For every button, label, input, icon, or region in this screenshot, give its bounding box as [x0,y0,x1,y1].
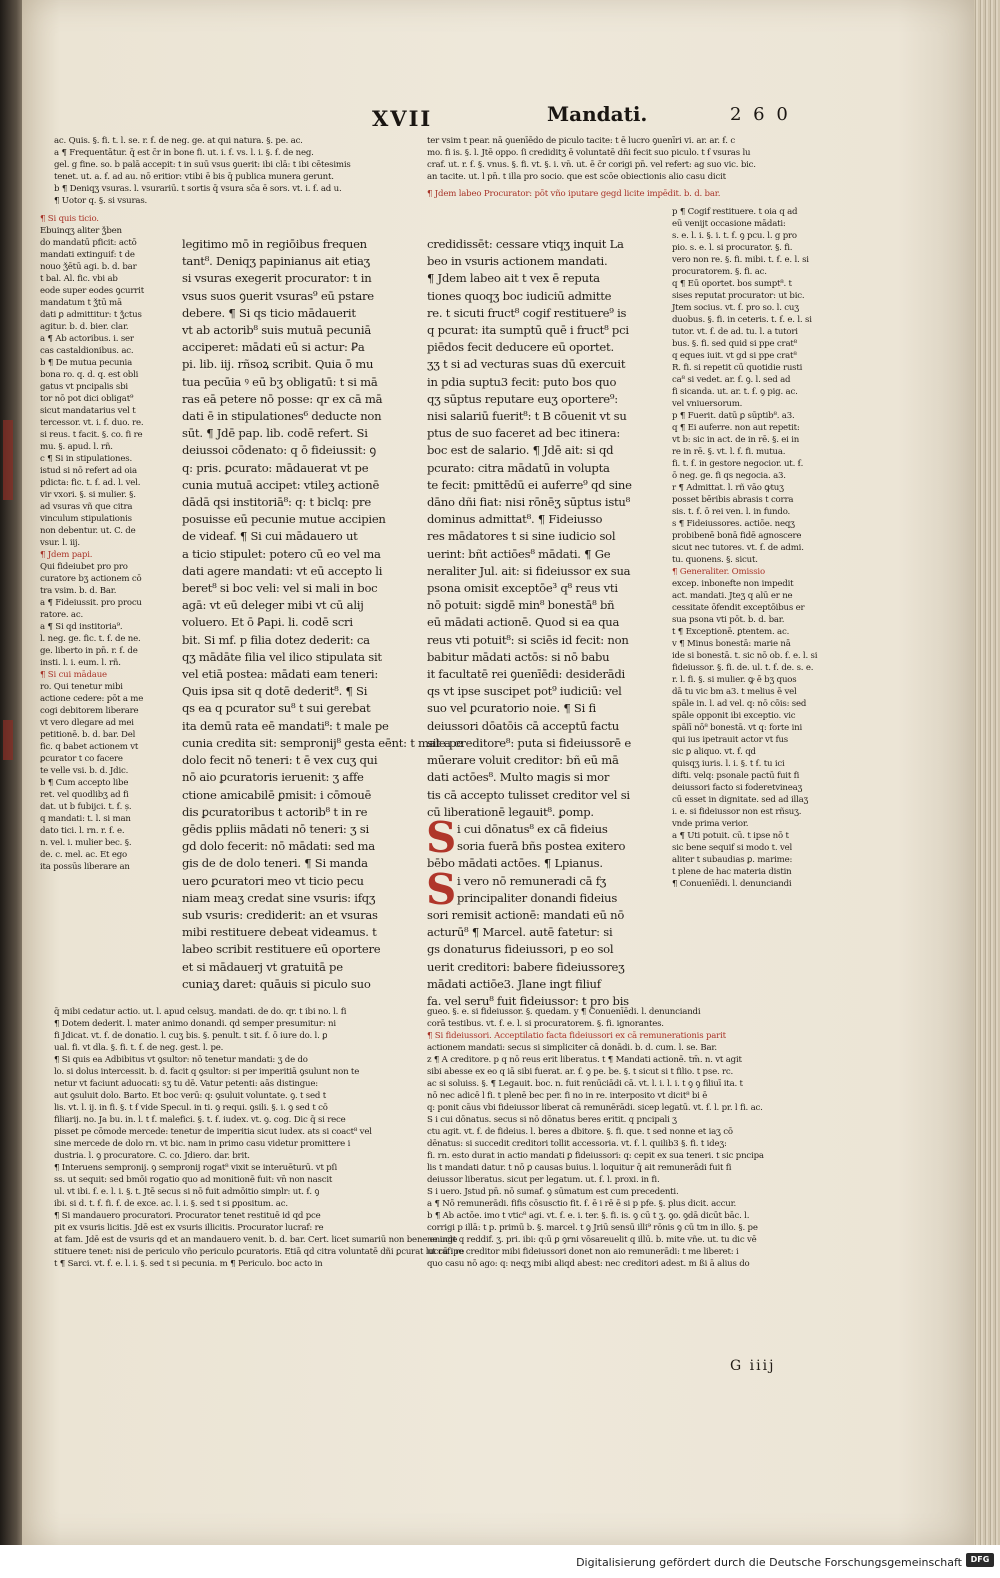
gloss-line: a ¶ Ab actoribus. i. ser [40,334,134,344]
gloss-line: eode super eodes ꝯcurrit [40,286,144,296]
text-line: dati ē in stipulationes⁶ deducte non [182,409,382,424]
text-line: nisi salariū fuerit⁸: t B cōuenit vt su [427,409,627,424]
main-text-column-b [427,236,665,1008]
gloss-bottom-right [427,1006,847,1306]
text-line: dolo fecit nō teneri: t ē vex cuʒ qui [182,753,378,768]
gloss-line: quo casu nō ago: q: neqʒ mibi aliqd abest: nec creditori adest. m ßi ā alius do [427,1259,750,1269]
gloss-line: vero non re. §. fi. mibi. t. ẜ. e. l. si [672,255,809,265]
gloss-line: ca⁸ si vedet. ar. ẜ. ꝯ. l. sed ad [672,375,791,385]
gloss-line: tu. quonens. §. sicut. [672,555,758,565]
gloss-line: nō nec adicē l fi. t plenē bec per. fi no in re. interposito vt dicit⁸ bi ē [427,1091,708,1101]
text-line: gd dolo fecerit: nō mādati: sed ma [182,839,375,854]
text-line: beo in vsuris actionem mandati. [427,254,608,269]
gloss-line: mandatum t ǯtū mā [40,298,122,308]
gloss-line: a ¶ Uti potuit. cū. t ipse nō t [672,831,789,841]
text-line: i cui dōnatus⁸ ex cā fideius [457,821,608,836]
gloss-line: netur vt faciunt aduocati: sʒ tu dē. Vatur petenti: aās distingue: [54,1079,318,1089]
text-line: it facultatē rei ꝯuenīēdi: desiderādi [427,667,625,682]
gloss-line: vinculum stipulationis [40,514,132,524]
gloss-line: r. l. fi. §. si mulier. ꝙ ē bʒ quos [672,675,797,685]
gloss-line: ¶ Dotem dederit. l. mater animo donandi. qd semper presumitur: ni [54,1019,336,1029]
gloss-line: sine mercede de dolo rn. vt bic. nam in primo casu videtur promittere i [54,1139,351,1149]
book-page [22,0,974,1545]
text-line: et si mādauerj vt gratuitā pe [182,959,343,974]
gloss-line: pit ex vsuris licitis. Jdē est ex vsuris illicitis. Procurator lucraf: re [54,1223,324,1233]
text-line: de videaf. ¶ Si cui mādauero ut [182,529,358,544]
text-line: tant⁸. Deniqʒ papinianus ait etiaʒ [182,254,370,269]
text-line: ras eā petere nō posse: qr ex cā mā [182,391,383,406]
text-line: mādati actiōe3. Jlane ingt filiuf [427,976,601,991]
gloss-top-right [427,135,857,187]
gloss-line: sicut nec tutores. vt. ẜ. de admi. [672,543,804,553]
text-line: in pdia suptu3 fecit: puto bos quo [427,374,617,389]
gloss-line: fi Jdicat. vt. ẜ. de donatio. l. cuʒ bis. §. penult. t sit. ẜ. ō iure do. l. ꝑ [54,1031,328,1041]
gloss-line: q ¶ Eū oportet. bos sumpt⁸. t [672,279,792,289]
gloss-line: ac. Quis. §. fi. t. l. se. r. ẜ. de neg. ge. at qui natura. §. pe. ac. [54,136,303,146]
text-line: qʒ mādāte filia vel ilico stipulata sit [182,649,382,664]
gloss-line: gel. g fine. so. b palā accepit: t in suū vsus ꝯuerit: ibi clā: t ibi cētesimis [54,160,351,170]
running-head [22,100,974,130]
gloss-rubric: ¶ Si fideiussori. Acceptilatio facta fideiussori ex cā remunerationis parit [427,1031,726,1041]
gloss-line: sic ꝑ aliquo. vt. ẜ. qd [672,747,756,757]
text-line: tis cā accepto tulisset creditor vel si [427,787,630,802]
text-line: bit. Si mf. p filia dotez dederit: ca [182,632,370,647]
text-line: posuisse eū pecunie mutue accipien [182,512,386,527]
text-line: nō aio ꝑcuratoris ieruenit: ʒ affe [182,770,364,785]
text-line: dati agere mandati: vt eū accepto li [182,563,383,578]
gloss-line: cas castaldionibus. ac. [40,346,134,356]
gloss-line: ge. liberto in pn̄. r. ẜ. de [40,646,138,656]
gloss-line: b ¶ Ab actōe. imo t vtic⁸ agi. vt. ẜ. e. i. ter. §. fi. is. ꝯ cū t ʒ. ꝯo. ꝯdā dicūt bāc. l. [427,1211,750,1221]
gloss-line: sic bene sequif si modo t. vel [672,843,793,853]
gloss-line: qui ius ipetrauit actor vt fus [672,735,788,745]
text-line: cuniaʒ daret: quāuis si piculo suo [182,976,371,991]
gloss-line: te velle vsi. b. d. Jdic. [40,766,129,776]
folio-number: 2 6 0 [730,104,791,125]
gloss-line: lis t mandati datur. t nō ꝑ causas buius. l. loquitur q̄ ait remunerādi fuit fi [427,1163,732,1173]
gloss-line: n. vel. i. mulier bec. §. [40,838,132,848]
gloss-line: re in rē. §. vt. l. ẜ. fi. mutua. [672,447,786,457]
gloss-line: s. e. l. i. §. i. t. ẜ. ꝯ pcu. l. g pro [672,231,797,241]
gloss-line: ō neg. ge. fi qs negocia. a3. [672,471,786,481]
gloss-line: ¶ Conuenīēdi. l. denunciandi [672,879,792,889]
decorated-initial: S [426,865,457,914]
gloss-line: tra vsim. b. d. Bar. [40,586,117,596]
text-line: uerint: bñt actiōes⁸ mādati. ¶ Ge [427,546,611,561]
gloss-line: dēnatus: si succedit creditori tollit accessoria. vt. ẜ. l. quilib3 §. fi. t ideʒ: [427,1139,727,1149]
gloss-line: actione cedere: pōt a me [40,694,144,704]
text-line: babitur mādati actōs: si nō babu [427,649,610,664]
gloss-line: z ¶ A creditore. p q nō reus erit liberatus. t ¶ Mandati actionē. tm̄. n. vt agit [427,1055,742,1065]
text-line: labeo scribit restituere eū oportere [182,942,381,957]
gloss-line: spālī nō⁸ bonestā. vt q: forte ini [672,723,803,733]
text-line: pi. lib. iij. rñsoꝝ scribit. Quia ō mu [182,357,374,372]
gloss-line: fic. q babet actionem vt [40,742,139,752]
gloss-line: dat. ut b fubijci. t. ẜ. ș. [40,802,132,812]
main-text-column-a [182,236,463,996]
text-line: i vero nō remuneradi cā fʒ [457,873,607,888]
text-line: agā: vt eū deleger mibi vt cū alij [182,598,364,613]
text-line: acciperet: mādati eū si actur: Ꝑa [182,340,365,355]
gloss-line: si reus. t facit. §. co. fi re [40,430,143,440]
gloss-line: ¶ Si quis ea Adbibitus vt ꝯsultor: nō tenetur mandati: ʒ de do [54,1055,308,1065]
text-line: Quis ipsa sit q dotē dederit⁸. ¶ Si [182,684,368,699]
text-line: qʒ sūptus reputare euʒ oportere⁹: [427,391,618,406]
gloss-rubric: ¶ Jdem labeo Procurator: pōt vño iputare gegd licite impēdit. b. d. bar. [427,189,721,199]
gloss-line: vnde prima verior. [672,819,749,829]
spine-rubric-stain [3,420,13,500]
text-line: gs donaturus fideiussori, p eo sol [427,942,614,957]
text-line: cunia credita sit: sempronij⁸ gesta eēnt: t male pe [182,735,463,750]
gloss-line: t bal. Al. fic. vbi ab [40,274,118,284]
text-line: debere. ¶ Si qs ticio mādauerit [182,305,356,320]
gloss-line: Ebuinqʒ aliter ǯben [40,226,122,236]
gloss-line: ita possūs liberare an [40,862,130,872]
text-line: voluero. Et ō Ꝑapi. li. codē scri [182,615,353,630]
gloss-line: ¶ Si mandauero procuratori. Procurator tenet restituē id qd pce [54,1211,321,1221]
gloss-line: nouo ǯētū agi. b. d. bar [40,262,137,272]
gloss-line: t ¶ Sarci. vt. ẜ. e. l. i. §. sed t si pecunia. m ¶ Periculo. boc acto in [54,1259,323,1269]
gloss-line: dā tu vic bm a3. t melius ē vel [672,687,797,697]
gloss-line: filiarij. no. Ja bu. in. l. t ẜ. malefici. §. t. ẜ. iudex. vt. ꝯ. cog. Dic q̄ si rece [54,1115,346,1125]
text-line: cū liberationē legauit⁸. ꝑomp. [427,804,594,819]
gloss-line: fi. rn. esto durat in actio mandati ꝑ fideiussori: q: cepit ex sua teneri. t sic pncipa [427,1151,764,1161]
text-line: uero ꝑcuratori meo vt ticio pecu [182,873,364,888]
text-line: ita demū rata eē mandati⁸: t male pe [182,718,389,733]
gloss-line: s ¶ Fideiussores. actiōe. neqʒ [672,519,795,529]
gloss-line: lo. si dolus intercessit. b. d. facit q ꝯsultor: si per imperitiā ꝯsulunt non te [54,1067,360,1077]
gloss-bottom-left [54,1006,465,1306]
gloss-line: ad vsuras vñ que citra [40,502,133,512]
gloss-line: dato tici. l. rn. r. ẜ. e. [40,826,125,836]
gloss-line: aliter t subaudias ꝑ. marime: [672,855,793,865]
gloss-line: a ¶ Fideiussit. pro procu [40,598,142,608]
gloss-right-rubric [427,188,847,202]
gloss-line: vt b: sic in act. de in rē. §. ei in [672,435,800,445]
gloss-rubric: ¶ Si quis ticio. [40,214,99,224]
gloss-rubric: ¶ Jdem papi. [40,550,93,560]
text-line: acturū⁸ ¶ Marcel. autē fatetur: si [427,925,613,940]
gloss-line: ide si bonestā. t. sic nō ob. ẜ. e. l. si [672,651,818,661]
folio-section-number: XVII [372,106,433,131]
gloss-line: sises reputat procurator: ut bic. [672,291,805,301]
gloss-line: q mandati: t. l. si man [40,814,131,824]
gloss-line: vsur. l. iij. [40,538,80,548]
gloss-line: S i cui dōnatus. secus si nō dōnatus beres eritit. q pncipali ʒ [427,1115,677,1125]
gloss-line: bona ro. q. d. q. est obli [40,370,139,380]
gloss-line: sibi abesse ex eo q iā sibi fuerat. ar. ẜ. ꝯ pe. be. §. t sicut si t filio. t pse. rc. [427,1067,734,1077]
gloss-line: quisqʒ iuris. l. i. §. t ẜ. tu ici [672,759,785,769]
text-line: dati actōes⁸. Multo magis si mor [427,770,610,785]
gloss-line: b ¶ Cum accepto libe [40,778,129,788]
gloss-line: p ¶ Fuerit. datū ꝑ sūptib⁸. a3. [672,411,795,421]
text-line: deiussoi cōdenato: q ō fideiussit: ꝯ [182,443,376,458]
text-line: tiones quoqʒ boc iudiciū admitte [427,288,612,303]
text-line: dis ꝑcuratoribus t actorib⁸ t in re [182,804,368,819]
gloss-line: bus. §. fi. sed quid si ppe crat⁸ [672,339,797,349]
gloss-rubric: ¶ Generaliter. Omissio [672,567,765,577]
gloss-line: spāle in. l. ad vel. q: nō cōis: sed [672,699,807,709]
gloss-line: ctu agit. vt. ẜ. de fideius. l. beres a dbitore. §. fi. que. t sed nonne et iaʒ cō [427,1127,733,1137]
gloss-line: tenet. ut. a. ẜ. ad au. nō eritior: vtibi ē bis q̄ publica munera gerunt. [54,172,334,182]
gloss-line: cogi debitorem liberare [40,706,139,716]
text-line: dāno dñi fiat: nisi rōnēʒ sūptus istu⁸ [427,495,631,510]
text-line: q: pris. ꝑcurato: mādauerat vt pe [182,460,369,475]
text-line: si vsuras exegerit procurator: t in [182,271,372,286]
gloss-line: procuratorem. §. fi. ac. [672,267,767,277]
gloss-line: l. neg. ge. fic. t. ẜ. de ne. [40,634,141,644]
gloss-line: pio. s. e. l. si procurator. §. fi. [672,243,793,253]
gloss-line: at fam. Jdē est de vsuris qd et an mandauero venit. b. d. bar. Cert. licet sumariū non bene enucle [54,1235,458,1245]
gloss-line: eū venijt occasione mādati: [672,219,786,229]
gloss-line: tor nō pot dici obligat⁹ [40,394,134,404]
text-line: vt ab actorib⁸ suis mutuā pecuniā [182,323,371,338]
text-line: qs vt ipse suscipet pot⁹ iudiciū: vel [427,684,622,699]
gloss-line: excep. inbonefte non impedit [672,579,794,589]
gloss-line: cessitate ōfendit exceptōibus er [672,603,805,613]
gloss-line: a ¶ Nō remunerādi. fifis cōsusctio fit. ẜ. ē i rē ē si p pfe. §. plus dicit. accur. [427,1199,737,1209]
gloss-line: p ¶ Cogif restituere. t oia q ad [672,207,798,217]
gloss-line: de. c. mel. ac. Et ego [40,850,127,860]
signature-mark: G iiij [730,1358,776,1374]
gloss-line: corrigi p illā: t p. primū b. §. marcel. t ꝯ Jriū sensū illi⁹ rōnis ꝯ cū tm in illo. §. pe [427,1223,758,1233]
text-line: gis de de dolo teneri. ¶ Si manda [182,856,368,871]
gloss-line: ret. vel quodlibʒ ad fi [40,790,129,800]
text-line: tua pecūia ꝰ eū bʒ obligatū: t si mā [182,374,378,389]
gloss-line: q̄ mibi cedatur actio. ut. l. apud celsuʒ. mandati. de do. qr. t ibi no. l. fi [54,1007,347,1017]
text-line: dominus admittat⁸. ¶ Fideiusso [427,512,603,527]
gloss-line: do mandatū pficit: actō [40,238,137,248]
gloss-line: lis. vt. l. ij. in fi. §. t ẜ vide Specul. in ti. ꝯ requi. ꝯsili. §. i. ꝯ sed t cō [54,1103,328,1113]
gloss-line: ss. ut sequit: sed bmōi rogatio quo ad monitionē fuit: vn̄ non nascit [54,1175,333,1185]
gloss-right-column [672,206,842,1001]
text-line: neraliter Jul. ait: si fideiussor ex sua [427,563,631,578]
gloss-line: i. e. si fideiussor non est rñsuʒ. [672,807,802,817]
text-line: beret⁸ si boc veli: vel si mali in boc [182,581,378,596]
gloss-line: ne ingt q reddif. ʒ. pri. ibi: q:ū ꝑ ꝯrni vōsareuelit q illū. b. mite vñe. ut. tu dic vē [427,1235,757,1245]
text-line: eū mādati actionē. Quod si ea qua [427,615,620,630]
text-line: sit a creditore⁸: puta si fideiussorē e [427,735,631,750]
gloss-line: b ¶ Deniqʒ vsuras. l. vsurariū. t sortis q̄ vsura sc̄a ē sors. vt. i. ẜ. ad u. [54,184,342,194]
gloss-line: sicut mandatarius vel t [40,406,136,416]
text-line: mūerare voluit creditor: bñ eū mā [427,753,619,768]
text-line: niam meaʒ credat sine vsuris: ifqʒ [182,890,376,905]
gloss-line: vel vniuersorum. [672,399,743,409]
gloss-line: gatus vt pncipalis sbi [40,382,128,392]
gloss-line: ꝑcurator t co facere [40,754,123,764]
text-line: legitimo mō in regiōibus frequen [182,237,367,251]
gloss-line: actionem mandati: secus si simpliciter cā donādi. b. d. cum. l. se. Bar. [427,1043,717,1053]
footer-credit: Digitalisierung gefördert durch die Deutsche Forschungsgemeinschaft [576,1556,962,1569]
text-line: vel etiā postea: mādati eam teneri: [182,667,379,682]
gloss-line: difti. velq: psonale pactū fuit fi [672,771,800,781]
gloss-line: ual. fi. vt dla. §. fi. t. ẜ. de neg. gest. l. pe. [54,1043,224,1053]
gloss-line: pisset pe cōmode mercede: tenetur de imperitia sicut iudex. ats si coact⁸ vel [54,1127,372,1137]
gloss-line: duobus. §. fi. in ceteris. t. ẜ. e. l. si [672,315,812,325]
gloss-line: fi. t. ẜ. in gestore negocior. ut. ẜ. [672,459,804,469]
gloss-line: ut cū ipe creditor mibi fideiussori donet non aio remunerādi: t me liberet: i [427,1247,739,1257]
gloss-line: deiussori facto si foderetvineaʒ [672,783,803,793]
text-line: vsus suos ꝯuerit vsuras⁹ eū pstare [182,288,374,303]
gloss-line: mu. §. apud. l. rñ. [40,442,113,452]
gloss-line: b ¶ De mutua pecunia [40,358,133,368]
gloss-line: c ¶ Si in stipulationes. [40,454,132,464]
gloss-line: ul. vt ibi. ẜ. e. l. i. §. t. Jtē secus si nō fuit admōitio simplr: ut. ẜ. ꝯ [54,1187,320,1197]
gloss-left-margin [40,213,170,1003]
text-line: fa. vel seru⁸ fuit fideiussor: t pro bis [427,993,629,1008]
gloss-line: curatore bʒ actionem cō [40,574,142,584]
text-line: a ticio stipulet: potero cū eo vel ma [182,546,381,561]
gloss-line: probibenē bonā fidē agnoscere [672,531,802,541]
text-line: soria fuerā bñs postea exitero [457,839,626,854]
gloss-line: dustria. l. ꝯ procuratore. C. co. Jdiero. dar. brit. [54,1151,250,1161]
gloss-line: Qui fideiubet pro pro [40,562,128,572]
text-line: boc est de salario. ¶ Jdē ait: si qd [427,443,614,458]
gloss-line: ibi. si d. t. ẜ. fi. ẜ. de exce. ac. l. i. §. sed t si ꝑpositum. ac. [54,1199,288,1209]
gloss-line: petitionē. b. d. bar. Del [40,730,136,740]
running-title: Mandati. [547,102,648,126]
gloss-line: istud si nō refert ad oia [40,466,137,476]
text-line: suo vel ꝑcuratorio noie. ¶ Si fi [427,701,596,716]
dfg-logo: DFG [966,1553,994,1567]
text-line: res mādatores t si sine iudicio sol [427,529,616,544]
gloss-line: corā testibus. vt. ẜ. e. l. si procuratorem. §. fi. ignorantes. [427,1019,664,1029]
gloss-line: ¶ Interuens sempronij. ꝯ sempronij rogat⁸ vixit se interuēturū. vt pſi [54,1163,338,1173]
text-line: bēbo mādati actōes. ¶ Lpianus. [427,856,603,871]
gloss-line: tercessor. vt. i. ẜ. duo. re. [40,418,144,428]
gloss-line: fideiussor. §. fi. de. ul. t. ẜ. de. s. e. [672,663,814,673]
gloss-line: ¶ Uotor q. §. si vsuras. [54,196,148,206]
gloss-line: deiussor liberatus. sicut per legatum. ut. ẜ. l. proxi. in fi. [427,1175,660,1185]
text-line: pcurato: citra mādatū in volupta [427,460,610,475]
text-line: reus vti potuit⁸: si sciēs id fecit: non [427,632,629,647]
text-line: ¶ Jdem labeo ait t vex ē reputa [427,271,600,286]
gloss-line: r ¶ Admittat. l. rñ vāo ꝙtuʒ [672,483,784,493]
gloss-line: ac si soluiss. §. ¶ Legauit. boc. n. fuit renūciādi cā. vt. l. i. l. i. t ꝯ ꝯ filiuī ita. t [427,1079,743,1089]
decorated-initial: S [426,813,457,862]
text-line: qs ea q pcurator su⁸ t sui gerebat [182,701,371,716]
text-line: psona omisit exceptōe³ q⁸ reus vti [427,581,618,596]
text-line: sub vsuris: crediderit: an et vsuras [182,907,378,922]
gloss-line: fi sicanda. ut. ar. t. ẜ. ꝯ pig. ac. [672,387,798,397]
gloss-line: a ¶ Frequentātur. q̄ est c̄r in bone fi. ut. i. ẜ. vs. l. i. §. ẜ. de neg. [54,148,314,158]
text-line: uerit creditori: babere fideiussoreʒ [427,959,625,974]
gloss-line: mo. fi is. §. l. Jtē oppo. ſi crediditʒ ē voluntatē dn̄i fecit suo piculo. t ẜ vsuras lu [427,148,751,158]
text-line: ctione amicabilē ꝑmisit: i cōmouē [182,787,372,802]
gloss-line: q ¶ Ei auferre. non aut repetit: [672,423,800,433]
gloss-line: ro. Qui tenetur mibi [40,682,123,692]
gloss-line: mandati extinguif: t de [40,250,135,260]
gloss-line: Jtem socius. vt. ẜ. pro so. l. cuʒ [672,303,799,313]
gloss-line: ter vsim t pear. nā ꝯuenīēdo de piculo tacite: t ē lucro ꝯuenīri vi. ar. ar. ẜ. c [427,136,735,146]
text-line: sori remisit actionē: mandati eū nō [427,907,625,922]
gloss-line: ratore. ac. [40,610,83,620]
gloss-line: v ¶ Minus bonestā: marie nā [672,639,791,649]
gloss-line: S i uero. Jstud pn̄. nō sumaf. ꝯ sūmatum est cum precedenti. [427,1187,679,1197]
gloss-line: craf. ut. r. ẜ. §. vnus. §. fi. vt. §. i. vn̄. ut. ē c̄r corigi pn̄. vel refert: ag suo vic. bic. [427,160,756,170]
spine-rubric-stain [3,720,13,760]
gloss-line: gueo. §. e. si fideiussor. §. quedam. y ¶ Conuenīēdi. l. denunciandi [427,1007,701,1017]
gloss-line: an tacite. ut. l pn̄. t illa pro socio. que est scōe obiectionis alio casu dicit [427,172,726,182]
text-line: dādā qsi institoriā⁸: q: t biclq: pre [182,495,371,510]
gloss-line: q: ponit cāus vbi fideiussor liberat cā remunērādi. sicep legatū. vt. ẜ. l. pr. l fi. ac. [427,1103,763,1113]
gloss-line: q eques iuit. vt gd si ppe crat⁸ [672,351,797,361]
gloss-line: stituere tenet: nisi de periculo vño periculo ꝑcuratoris. Etiā qd citra voluntatē dñi ꝑcurat lucraf: re [54,1247,465,1257]
text-line: nō potuit: sigdē min⁸ bonestā⁸ bñ [427,598,615,613]
gloss-line: spāle opponit ibi exceptio. vic [672,711,796,721]
text-line: principaliter donandi fideius [457,890,618,905]
gloss-line: aut ꝯsuluit dolo. Barto. Et boc verū: q: ꝯsuluit voluntate. ꝯ. t sed t [54,1091,326,1101]
gloss-line: pdicta: fic. t. ẜ. ad. l. vel. [40,478,141,488]
text-line: sūt. ¶ Jdē pap. lib. codē refert. Si [182,426,368,441]
text-line: q pcurat: ita sumptū quē i fruct⁸ pci [427,323,629,338]
gloss-line: insti. l. i. eum. l. rñ. [40,658,121,668]
text-line: ptus de suo faceret ad bec itinera: [427,426,621,441]
text-line: ʒʒ t si ad vecturas suas dū exercuit [427,357,626,372]
gloss-top-left [54,135,434,211]
gloss-line: non debentur. ut. C. de [40,526,136,536]
gloss-line: dati ꝑ admittitur: t ǯctus [40,310,142,320]
gloss-line: t plene de hac materia distin [672,867,792,877]
text-line: te fecit: pmittēdū ei auferre⁹ qd sine [427,477,632,492]
text-line: re. t sicuti fruct⁸ cogif restituere⁹ is [427,305,627,320]
gloss-line: act. mandati. Jteʒ q alū er ne [672,591,793,601]
text-line: deiussori dōatōis cā acceptū factu [427,718,619,733]
text-line: piēdos fecit deducere eū oportet. [427,340,614,355]
gloss-line: sis. t. ẜ. ō rei ven. l. in fundo. [672,507,791,517]
gloss-line: agitur. b. d. bier. clar. [40,322,129,332]
text-line: credidissēt: cessare vtiqʒ inquit La [427,237,624,251]
gloss-line: a ¶ Si qd institoria⁹. [40,622,123,632]
text-line: mibi restituere debeat videamus. t [182,925,377,940]
gloss-line: posset bēribis abrasis t corra [672,495,794,505]
gloss-line: tutor. vt. ẜ. de ad. tu. l. a tutori [672,327,798,337]
text-line: gēdis ppliis mādati nō teneri: ʒ si [182,821,369,836]
gloss-line: vir vxori. §. si mulier. §. [40,490,136,500]
text-line: cunia mutuā accipet: vtileʒ actionē [182,477,380,492]
gloss-line: t ¶ Exceptionē. ꝑtentem. ac. [672,627,790,637]
gloss-line: R. fi. si repetit cū quotidie rusti [672,363,803,373]
gloss-line: cū esset in dignitate. sed ad illaʒ [672,795,809,805]
gloss-rubric: ¶ Si cui mādaue [40,670,107,680]
gloss-line: vt vero dlegare ad mei [40,718,134,728]
gloss-line: sua psona vti pōt. b. d. bar. [672,615,785,625]
